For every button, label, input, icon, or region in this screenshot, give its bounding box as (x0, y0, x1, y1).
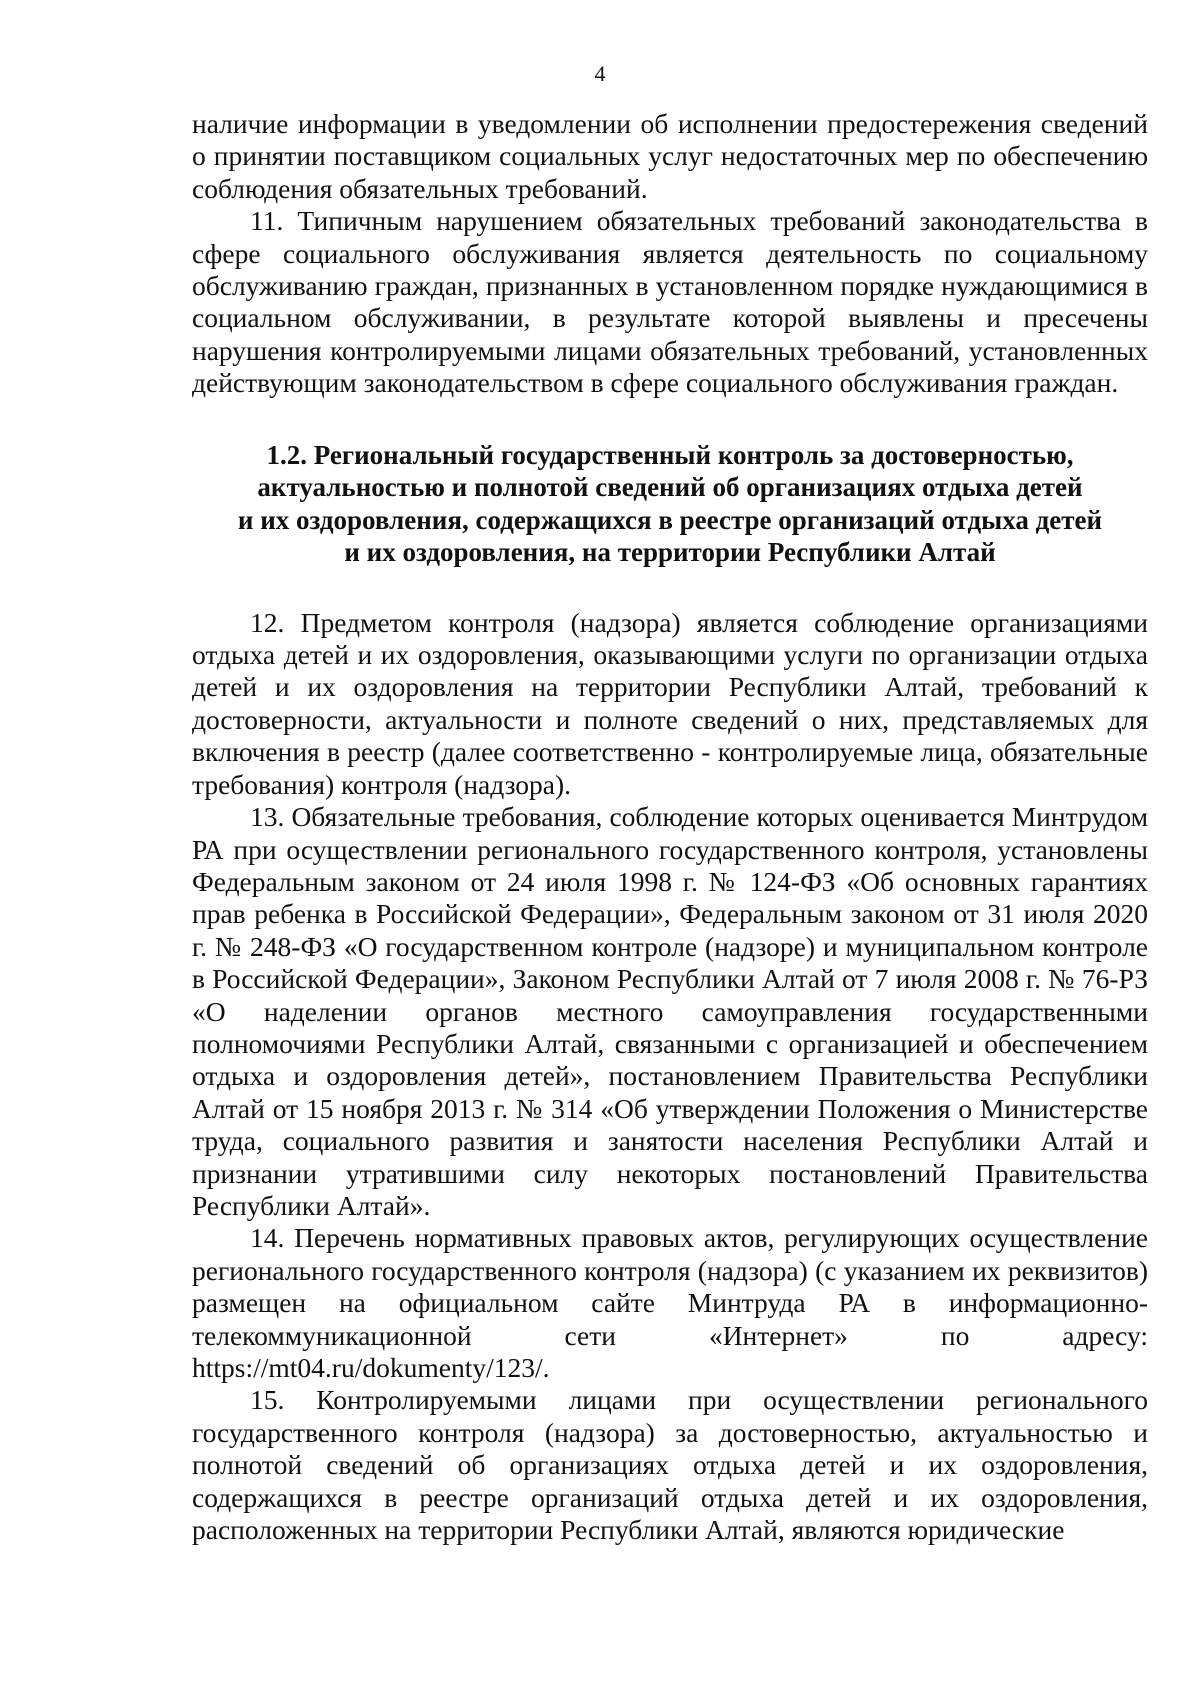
section-heading-line: и их оздоровления, на территории Республики Алтай (344, 537, 996, 568)
page-number: 4 (594, 61, 606, 86)
paragraph-continuation: наличие информации в уведомлении об исполнении предостережения сведений о принятии поставщиком социальных услуг недостаточных мер по обеспечению соблюдения обязательных требований. (192, 108, 1148, 204)
page-content (192, 108, 1148, 1546)
section-heading-line: и их оздоровления, содержащихся в реестре организаций отдыха детей (237, 504, 1103, 535)
section-heading-1-2 (192, 439, 1148, 569)
paragraph-11: 11. Типичным нарушением обязательных требований законодательства в сфере социального обслуживания является деятельность по социальному обслуживанию граждан, признанных в установленном порядке нуждающимися в социальном обслуживании, в результате которой выявлены и пресечены нарушения контролируемыми лицами обязательных требований, установленных действующим законодательством в сфере социального обслуживания граждан. (192, 205, 1148, 399)
paragraph-13: 13. Обязательные требования, соблюдение которых оценивается Минтрудом РА при осуществлении регионального государственного контроля, установлены Федеральным законом от 24 июля 1998 г. № 124-ФЗ «Об основных гарантиях прав ребенка в Российской Федерации», Федеральным законом от 31 июля 2020 г. № 248-ФЗ «О государственном контроле (надзоре) и муниципальном контроле в Российской Федерации», Законом Республики Алтай от 7 июля 2008 г. № 76-РЗ «О наделении органов местного самоуправления государственными полномочиями Республики Алтай, связанными с организацией и обеспечением отдыха и оздоровления детей», постановлением Правительства Республики Алтай от 15 ноября 2013 г. № 314 «Об утверждении Положения о Министерстве труда, социального развития и занятости населения Республики Алтай и признании утратившими силу некоторых постановлений Правительства Республики Алтай». (192, 801, 1148, 1221)
paragraph-12: 12. Предметом контроля (надзора) является соблюдение организациями отдыха детей и их оздоровления, оказывающими услуги по организации отдыха детей и их оздоровления на территории Республики Алтай, требований к достоверности, актуальности и полноте сведений о них, представляемых для включения в реестр (далее соответственно - контролируемые лица, обязательные требования) контроля (надзора). (192, 606, 1148, 800)
paragraph-15: 15. Контролируемыми лицами при осуществлении регионального государственного контроля (надзора) за достоверностью, актуальностью и полнотой сведений об организациях отдыха детей и их оздоровления, содержащихся в реестре организаций отдыха детей и их оздоровления, расположенных на территории Республики Алтай, являются юридические (192, 1384, 1148, 1546)
section-heading-line: 1.2. Региональный государственный контроль за достоверностью, (266, 439, 1074, 470)
section-heading-line: актуальностью и полнотой сведений об организациях отдыха детей (257, 472, 1083, 503)
paragraph-14: 14. Перечень нормативных правовых актов, регулирующих осуществление регионального государственного контроля (надзора) (с указанием их реквизитов) размещен на официальном сайте Минтруда РА в информационно-телекоммуникационной сети «Интернет» по адресу: https://mt04.ru/dokumenty/123/. (192, 1222, 1148, 1383)
